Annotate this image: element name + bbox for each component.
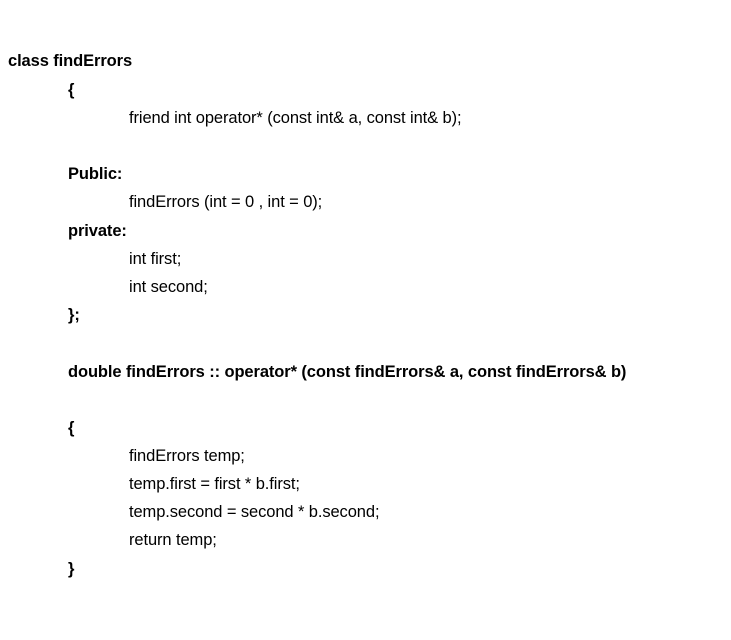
function-open-brace: { bbox=[68, 419, 75, 437]
member-second: int second; bbox=[129, 278, 208, 296]
public-label: Public: bbox=[68, 165, 123, 183]
class-declaration: class findErrors bbox=[8, 52, 133, 70]
body-line: findErrors temp; bbox=[129, 447, 245, 465]
class-close-brace: }; bbox=[68, 306, 80, 324]
member-first: int first; bbox=[129, 250, 182, 268]
constructor-declaration: findErrors (int = 0 , int = 0); bbox=[129, 193, 323, 211]
function-signature: double findErrors :: operator* (const findErrors& a, const findErrors& b) bbox=[68, 363, 627, 381]
body-line: temp.second = second * b.second; bbox=[129, 503, 380, 521]
private-label: private: bbox=[68, 222, 127, 240]
body-line: temp.first = first * b.first; bbox=[129, 475, 300, 493]
friend-declaration: friend int operator* (const int& a, const int& b); bbox=[129, 109, 462, 127]
function-close-brace: } bbox=[68, 560, 75, 578]
class-open-brace: { bbox=[68, 81, 75, 99]
body-line: return temp; bbox=[129, 531, 217, 549]
